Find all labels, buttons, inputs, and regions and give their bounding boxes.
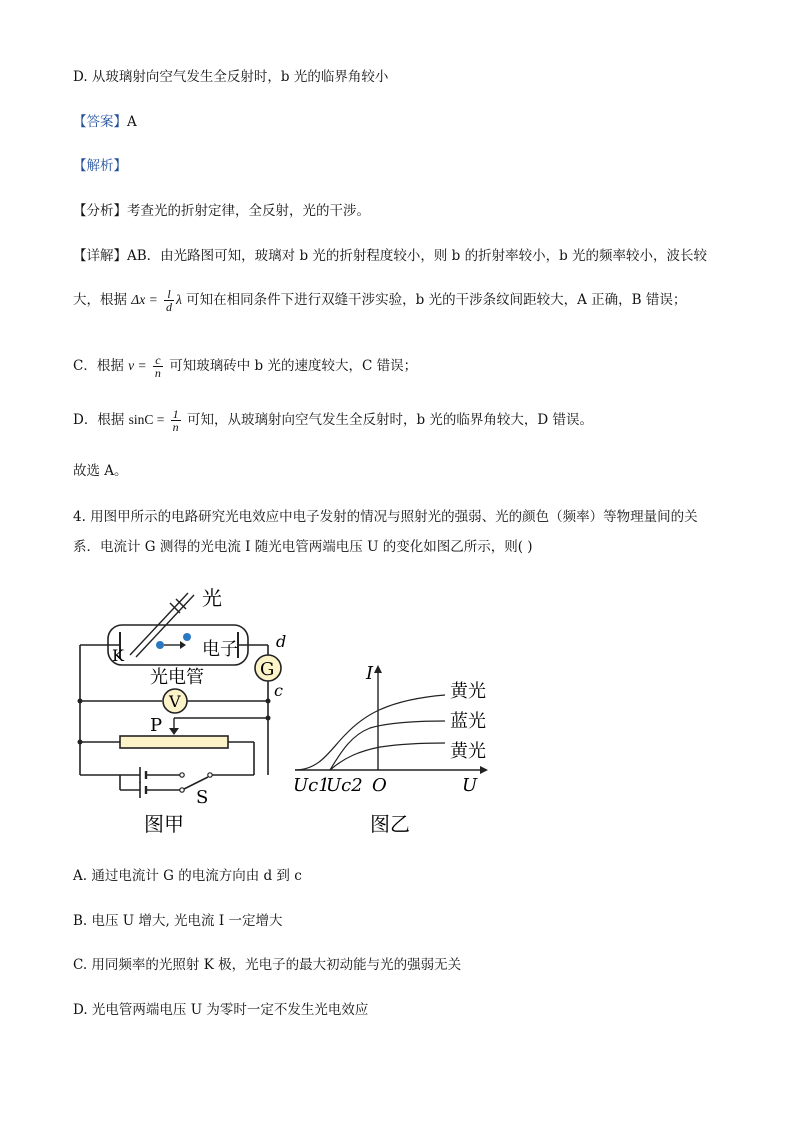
frac-den-n: n xyxy=(154,366,161,380)
formula-c-over-n xyxy=(153,354,163,379)
curve-label-2: 蓝光 xyxy=(450,711,486,732)
figure-jia-circuit xyxy=(70,585,300,840)
curve-yellow-strong xyxy=(295,695,445,770)
d-pre: D．根据 xyxy=(73,412,125,428)
detail-line2-post: 可知在相同条件下进行双缝干涉实验，b 光的干涉条纹间距较大，A 正确，B 错误； xyxy=(186,292,687,308)
frac-den-d: d xyxy=(166,300,172,314)
label-uc1: Uc1 xyxy=(293,775,330,796)
question-line-2: 系．电流计 G 测得的光电流 I 随光电管两端电压 U 的变化如图乙所示，则( ) xyxy=(73,539,533,555)
formula-sinc-lhs: sinC = xyxy=(128,412,165,427)
c-pre: C．根据 xyxy=(73,358,124,374)
question-line-1: 4. 用图甲所示的电路研究光电效应中电子发射的情况与照射光的强弱、光的颜色（频率）等物理量间的关 xyxy=(73,509,698,525)
label-g: G xyxy=(260,659,275,680)
formula-l-over-d xyxy=(164,288,174,313)
detail-line-2 xyxy=(73,288,686,313)
option-d: D. 光电管两端电压 U 为零时一定不发生光电效应 xyxy=(73,1002,369,1018)
label-tube: 光电管 xyxy=(150,667,204,688)
detail-line-1 xyxy=(73,247,707,265)
fenxi-label: 【分析】 xyxy=(73,203,127,219)
formula-dx-lhs: Δx = xyxy=(131,292,158,307)
c-post: 可知玻璃砖中 b 光的速度较大，C 错误； xyxy=(169,358,418,374)
option-a: A. 通过电流计 G 的电流方向由 d 到 c xyxy=(73,868,302,884)
frac-num-l: l xyxy=(164,288,174,301)
detail-line-c xyxy=(73,354,417,379)
prev-option-d: D. 从玻璃射向空气发生全反射时，b 光的临界角较小 xyxy=(73,69,389,85)
electron-dot-2 xyxy=(183,633,191,641)
label-p: P xyxy=(150,715,163,736)
caption-yi: 图乙 xyxy=(370,812,410,836)
axis-label-i: I xyxy=(366,663,374,684)
rheostat xyxy=(120,736,228,748)
fenxi-line xyxy=(73,202,370,220)
label-s: S xyxy=(196,787,209,808)
frac-num-c: c xyxy=(153,354,163,367)
answer-value: A xyxy=(127,114,137,130)
label-uc2: Uc2 xyxy=(326,775,363,796)
d-post: 可知，从玻璃射向空气发生全反射时，b 光的临界角较大，D 错误。 xyxy=(186,412,594,428)
option-b: B. 电压 U 增大, 光电流 I 一定增大 xyxy=(73,913,283,929)
detail-text-1: AB．由光路图可知，玻璃对 b 光的折射程度较小，则 b 的折射率较小，b 光的频率较小，波长较 xyxy=(127,248,708,264)
detail-label: 【详解】 xyxy=(73,248,127,264)
formula-1-over-n xyxy=(171,408,181,433)
electron-dot-1 xyxy=(156,641,164,649)
curve-yellow-weak xyxy=(330,743,445,770)
analysis-title: 【解析】 xyxy=(73,158,127,174)
detail-line-d xyxy=(73,408,593,433)
detail-line2-pre: 大，根据 xyxy=(73,292,127,308)
label-v: V xyxy=(169,692,181,711)
answer-label: 【答案】 xyxy=(73,114,127,130)
curve-label-1: 黄光 xyxy=(450,681,486,702)
axis-label-u: U xyxy=(462,775,478,796)
label-d: d xyxy=(276,632,287,651)
option-c: C. 用同频率的光照射 K 极，光电子的最大初动能与光的强弱无关 xyxy=(73,957,462,973)
figure-yi-graph xyxy=(290,655,510,840)
frac-den-n2: n xyxy=(172,420,179,434)
label-light: 光 xyxy=(202,586,222,610)
origin-label: O xyxy=(372,775,387,796)
fenxi-text: 考查光的折射定律，全反射，光的干涉。 xyxy=(127,203,370,219)
label-electron: 电子 xyxy=(202,639,238,660)
label-c: c xyxy=(274,681,283,700)
answer-line xyxy=(73,113,137,131)
curve-label-3: 黄光 xyxy=(450,741,486,762)
label-k: K xyxy=(112,646,124,665)
caption-jia: 图甲 xyxy=(144,812,184,836)
conclusion: 故选 A。 xyxy=(73,463,128,479)
formula-lambda: λ xyxy=(176,292,182,307)
formula-v-lhs: v = xyxy=(128,358,147,373)
frac-num-1: 1 xyxy=(172,407,179,421)
